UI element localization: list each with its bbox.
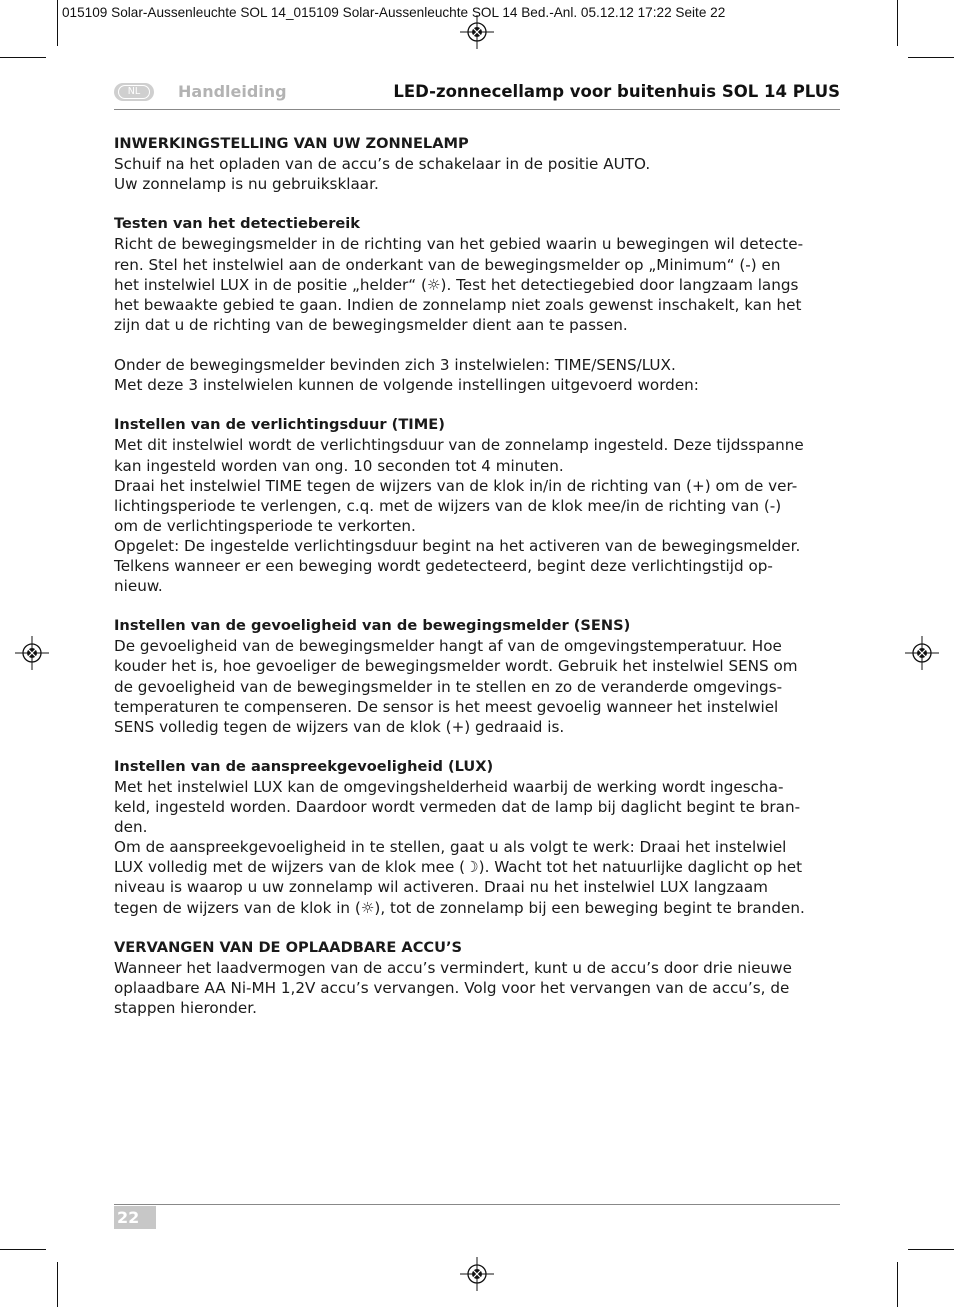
text-line: De gevoeligheid van de bewegingsmelder hangt af van de omgevingstemperatuur. Hoe [114, 637, 782, 656]
document-title: LED-zonnecellamp voor buitenhuis SOL 14 PLUS [393, 82, 840, 101]
text-line: kouder het is, hoe gevoeliger de bewegingsmelder wordt. Gebruik het instelwiel SENS om [114, 657, 798, 676]
text-line: het instelwiel LUX in de positie „helder“ (☼). Test het detectiegebied door langzaam langs [114, 275, 799, 294]
text-line: het bewaakte gebied te gaan. Indien de zonnelamp niet zoals gewenst inschakelt, kan het [114, 295, 802, 314]
text-line: Wanneer het laadvermogen van de accu’s vermindert, kunt u de accu’s door drie nieuwe [114, 958, 792, 977]
crop-mark [0, 57, 46, 58]
text-line: Onder de bewegingsmelder bevinden zich 3 instelwielen: TIME/SENS/LUX. [114, 356, 676, 375]
crop-mark [57, 1262, 58, 1307]
page-header [114, 81, 840, 110]
text-line: den. [114, 818, 148, 837]
text-line: Om de aanspreekgevoeligheid in te stellen, gaat u als volgt te werk: Draai het instelwiel [114, 838, 787, 857]
text-line: tegen de wijzers van de klok in (☼), tot de zonnelamp bij een beweging begint te branden. [114, 898, 805, 917]
page-number: 22 [114, 1206, 156, 1229]
crop-mark [0, 1249, 46, 1250]
text-line: SENS volledig tegen de wijzers van de klok (+) gedraaid is. [114, 717, 565, 736]
paragraph [114, 355, 844, 395]
section-heading: Instellen van de gevoeligheid van de bewegingsmelder (SENS) [114, 617, 631, 635]
text-line: oplaadbare AA Ni-MH 1,2V accu’s vervangen. Volg voor het vervangen van de accu’s, de [114, 978, 790, 997]
language-badge [114, 83, 154, 101]
registration-mark-icon [15, 636, 49, 670]
text-line: Draai het instelwiel TIME tegen de wijzers van de klok in/in de richting van (+) om de ver- [114, 476, 798, 495]
footer-divider [114, 1204, 840, 1205]
paragraph [114, 938, 844, 1018]
crop-mark [897, 0, 898, 46]
text-line: niveau is waarop u uw zonnelamp wil activeren. Draai nu het instelwiel LUX langzaam [114, 878, 768, 897]
text-line: Schuif na het opladen van de accu’s de schakelaar in de positie AUTO. [114, 155, 651, 174]
registration-mark-icon [460, 15, 494, 49]
text-line: de gevoeligheid van de bewegingsmelder in te stellen en zo de veranderde omgevings- [114, 677, 783, 696]
text-line: Telkens wanneer er een beweging wordt gedetecteerd, begint deze verlichtingstijd op- [114, 556, 773, 575]
text-line: Uw zonnelamp is nu gebruiksklaar. [114, 175, 379, 194]
registration-mark-icon [905, 636, 939, 670]
text-line: Opgelet: De ingestelde verlichtingsduur begint na het activeren van de bewegingsmelder. [114, 536, 801, 555]
text-line: LUX volledig met de wijzers van de klok mee (☽). Wacht tot het natuurlijke daglicht op het [114, 858, 803, 877]
crop-mark [908, 1249, 954, 1250]
text-line: ren. Stel het instelwiel aan de onderkant van de bewegingsmelder op „Minimum“ (-) en [114, 255, 781, 274]
language-badge-label: NL [118, 85, 150, 99]
text-line: Met het instelwiel LUX kan de omgevingshelderheid waarbij de werking wordt ingescha- [114, 778, 784, 796]
text-line: zijn dat u de richting van de bewegingsmelder dient aan te passen. [114, 315, 628, 334]
paragraph [114, 415, 844, 596]
section-heading: Instellen van de aanspreekgevoeligheid (LUX) [114, 757, 494, 775]
paragraph [114, 757, 844, 918]
section-heading: Instellen van de verlichtingsduur (TIME) [114, 416, 445, 434]
section-heading: INWERKINGSTELLING VAN UW ZONNELAMP [114, 135, 469, 152]
text-line: nieuw. [114, 577, 163, 596]
text-line: Met deze 3 instelwielen kunnen de volgende instellingen uitgevoerd worden: [114, 376, 699, 395]
section-heading: VERVANGEN VAN DE OPLAADBARE ACCU’S [114, 938, 463, 956]
section-label: Handleiding [178, 82, 287, 101]
text-line: Richt de bewegingsmelder in de richting van het gebied waarin u bewegingen wil detecte- [114, 235, 804, 254]
print-slug: 015109 Solar-Aussenleuchte SOL 14_015109 Solar-Aussenleuchte SOL 14 Bed.-Anl. 05.12.12 17:22 Seite 22 [62, 5, 726, 20]
body-content [114, 134, 844, 1038]
paragraph [114, 616, 844, 737]
section-heading: Testen van het detectiebereik [114, 215, 361, 233]
text-line: keld, ingesteld worden. Daardoor wordt vermeden dat de lamp bij daglicht begint te bran- [114, 798, 801, 817]
crop-mark [908, 57, 954, 58]
registration-mark-icon [460, 1257, 494, 1291]
text-line: stappen hieronder. [114, 999, 257, 1018]
text-line: temperaturen te compenseren. De sensor is het meest gevoelig wanneer het instelwiel [114, 697, 779, 716]
paragraph [114, 134, 844, 194]
text-line: kan ingesteld worden van ong. 10 seconden tot 4 minuten. [114, 456, 564, 475]
text-line: Met dit instelwiel wordt de verlichtingsduur van de zonnelamp ingesteld. Deze tijdsspanne [114, 436, 804, 455]
text-line: om de verlichtingsperiode te verkorten. [114, 516, 416, 535]
crop-mark [897, 1262, 898, 1307]
crop-mark [57, 0, 58, 46]
text-line: lichtingsperiode te verlengen, c.q. met de wijzers van de klok mee/in de richting van (-) [114, 496, 782, 515]
paragraph [114, 214, 844, 335]
